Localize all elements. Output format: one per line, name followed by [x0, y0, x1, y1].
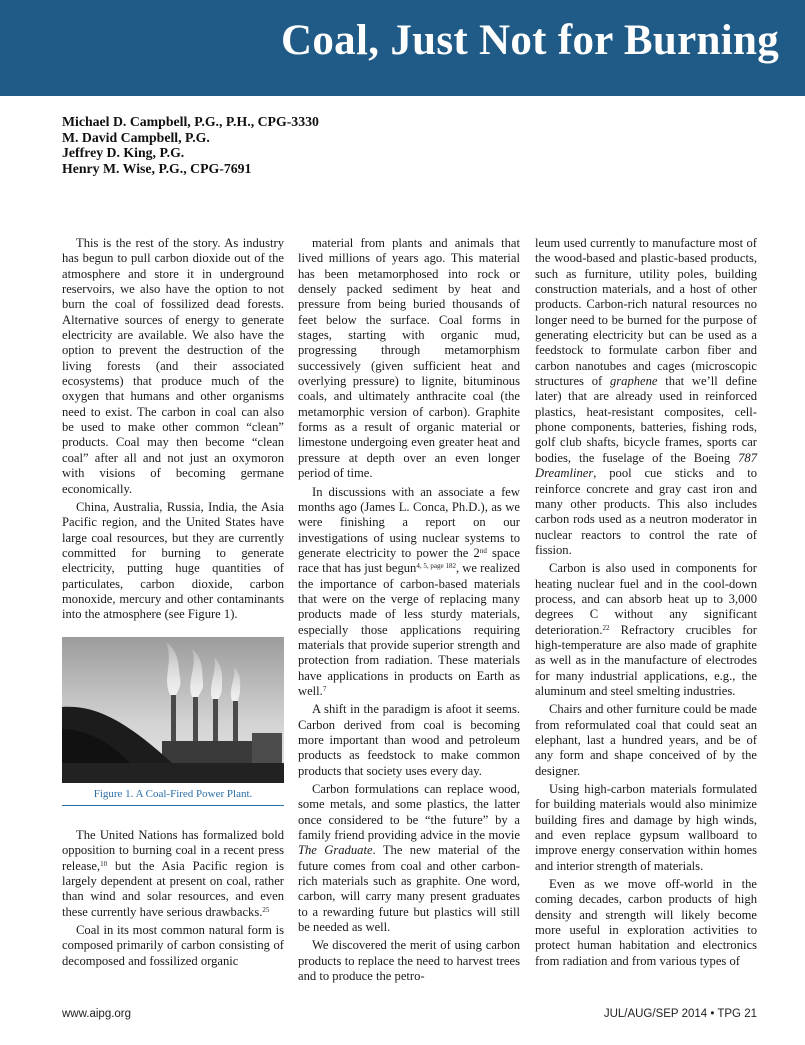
paragraph: China, Australia, Russia, India, the Asia Pacific region, and the United States have large coal resources, but they are currently committed for burning to generate electricity, putting huge quantities of particulates, carbon dioxide, carbon monoxide, mercury and other contaminants into the atmosphere (see Figure 1). — [62, 499, 284, 622]
paragraph: Coal in its most common natural form is composed primarily of carbon consisting of decomposed and fossilized organic — [62, 923, 284, 968]
paragraph: This is the rest of the story. As industry has begun to pull carbon dioxide out of the atmosphere and store it in underground reservoirs, we also have the option to not burn the coal of fossilized dead forests. Alternative sources of energy to generate electricity are available. We also have the option to prevent the destruction of the living forests (and their associated ecosystems) that produce much of the oxygen that humans and other organisms need to exist. The carbon in coal can also be used to make other common “clean” products. Coal may then become “clean coal” after all and not just an oxymoron with visions of becoming germane economically. — [62, 236, 284, 496]
paragraph: A shift in the paradigm is afoot it seems. Carbon derived from coal is becoming more important than wood and petroleum products as feedstock to make common products that society uses every day. — [298, 702, 520, 778]
paragraph: material from plants and animals that lived millions of years ago. This material has been metamorphosed into rock or densely packed sediment by heat and pressure from being buried thousands of feet below the surface. Coal forms in stages, starting with organic mud, progressing through metamorphism successively (given sufficient heat and overlying pressure) to lignite, bituminous coals, and ultimately anthracite coal (the metamorphic version of carbon). Graphite forms as a result of organic material or limestone undergoing even greater heat and pressure at depth over an even longer period of time. — [298, 236, 520, 481]
author-list — [62, 114, 319, 176]
article-title: Coal, Just Not for Burning — [281, 17, 779, 64]
paragraph: Chairs and other furniture could be made from reformulated coal that could seat an elephant, last a hundred years, and be of any form and shape conceived of by the designer. — [535, 702, 757, 778]
paragraph: The United Nations has formalized bold opposition to burning coal in a recent press release,$^{10}$ but the Asia Pacific region is largely dependent at present on coal, rather than wind and solar resources, and even these currently have serious drawbacks.$^{25}$ — [62, 828, 284, 919]
column-3 — [535, 236, 757, 972]
author-name: M. David Campbell, P.G. — [62, 129, 210, 145]
paragraph: Carbon is also used in components for heating nuclear fuel and in the cool-down process, and can absorb heat up to 3,000 degrees C without any significant deterioration.$^{22}$ Refractory crucibles for high-temperature are also made of graphite as well as in the manufacture of electrodes for many industrial applications, e.g., the aluminum and steel smelting industries. — [535, 561, 757, 698]
paragraph: Carbon formulations can replace wood, some metals, and some plastics, the latter once considered to be “the future” by a family friend providing advice in the movie The Graduate. The new material of the future comes from coal and other carbon-rich materials such as graphite. One word, carbon, will carry many present graduates to a rewarding future but plastics will still be needed as well. — [298, 782, 521, 935]
figure-1-image — [62, 637, 284, 783]
column-2 — [298, 236, 520, 988]
author-name: Jeffrey D. King, P.G. — [62, 145, 185, 161]
footer-url: www.aipg.org — [62, 1008, 132, 1020]
author-name: Michael D. Campbell, P.G., P.H., CPG-3330 — [62, 114, 319, 129]
paragraph: In discussions with an associate a few months ago (James L. Conca, Ph.D.), as we were finishing a report on our investigations of using nuclear systems to generate electricity to power the 2nd space race that has just begun$^{4, 5, page 182}$, we realized the importance of carbon-based materials that were on the verge of replacing many products made of less sturdy materials, especially those applications requiring materials that provide superior strength and protection from radiation. These materials have applications in products on Earth as well.$^7$ — [298, 484, 521, 698]
author-name: Henry M. Wise, P.G., CPG-7691 — [62, 160, 252, 176]
column-1-lower — [62, 828, 284, 972]
footer-issue-page: JUL/AUG/SEP 2014 • TPG 21 — [603, 1008, 757, 1020]
paragraph: We discovered the merit of using carbon products to replace the need to harvest trees and to produce the petro- — [298, 938, 520, 984]
paragraph: Even as we move off-world in the coming decades, carbon products of high density and strength will likely become more useful in exploration activities to protect human habitation and electronics from radiation and from various types of — [535, 877, 757, 968]
power-plant-photo — [62, 637, 284, 783]
caption-divider — [62, 805, 284, 806]
paragraph: Using high-carbon materials formulated for building materials would also minimize building fires and damage by high winds, and even replace gypsum wallboard to improve energy conservation within homes and interior strength of materials. — [535, 782, 757, 873]
title-banner — [0, 0, 805, 96]
column-1 — [62, 236, 284, 626]
paragraph: leum used currently to manufacture most of the wood-based and plastic-based products, such as furniture, utility poles, building construction materials, and a host of other products. Carbon-rich natural resources no longer need to be burned for the purpose of generating electricity but can be used as a feedstock to formulate carbon fiber and carbon nanotubes and cages (microscopic structures of graphene that we’ll define later) that are already used in reinforced plastics, heat-resistant composites, cell-phone components, batteries, fishing rods, golf club shafts, bicycle frames, sports car bodies, the fuselage of the Boeing 787 Dreamliner, pool cue sticks and to reinforce concrete and gray cast iron and many other products. This also includes carbon rods used as a neutron moderator in nuclear reactors to control the rate of fission. — [535, 236, 757, 557]
figure-caption: Figure 1. A Coal-Fired Power Plant. — [93, 788, 253, 800]
